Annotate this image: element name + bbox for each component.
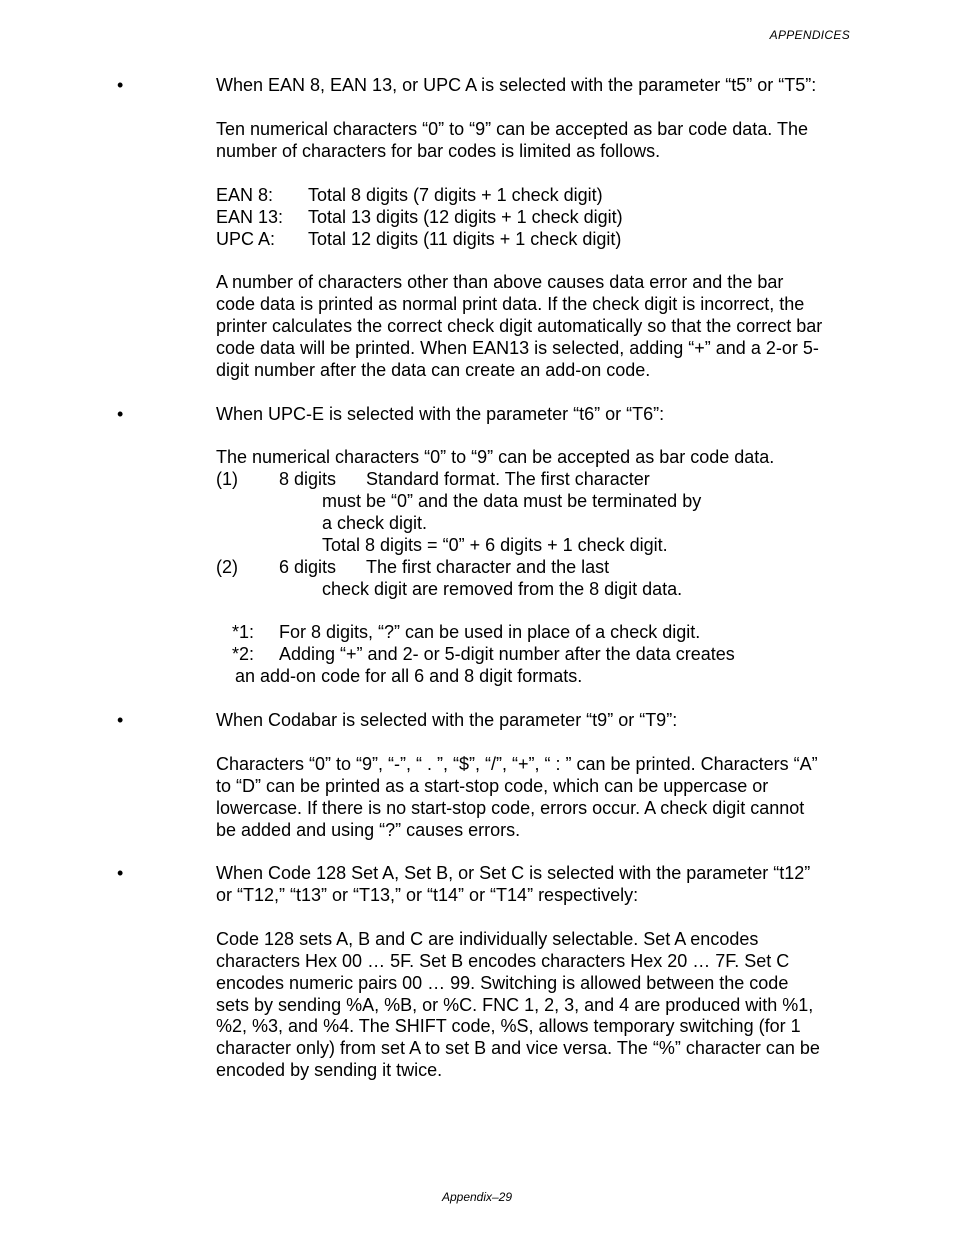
s2-heading: When UPC-E is selected with the parameter “t6” or “T6”: <box>216 404 665 424</box>
s4-p-line: Code 128 sets A, B and C are individually selectable. Set A encodes <box>216 929 759 949</box>
s2-item1-line: must be “0” and the data must be terminated by <box>322 491 702 511</box>
s4-heading-line: When Code 128 Set A, Set B, or Set C is selected with the parameter “t12” <box>216 863 811 883</box>
s3-heading: When Codabar is selected with the parameter “t9” or “T9”: <box>216 710 678 730</box>
page-header: APPENDICES <box>769 28 850 42</box>
s3-p-line: be added and using “?” causes errors. <box>216 820 521 840</box>
s2-item2-line: The first character and the last <box>366 557 610 577</box>
s2-item1-line: a check digit. <box>322 513 428 533</box>
s2-note-text: Adding “+” and 2- or 5-digit number after the data creates <box>279 644 735 664</box>
s2-item1-digits: 8 digits <box>279 469 337 489</box>
s4-p-line: characters Hex 00 … 5F. Set B encodes characters Hex 20 … 7F. Set C <box>216 951 790 971</box>
s2-item1-line: Total 8 digits = “0” + 6 digits + 1 check digit. <box>322 535 668 555</box>
s4-heading-line: or “T12,” “t13” or “T13,” or “t14” or “T14” respectively: <box>216 885 639 905</box>
s1-table-label: EAN 13: <box>216 207 284 227</box>
s2-note-mark: *2: <box>232 644 255 664</box>
s3-p-line: lowercase. If there is no start-stop code, errors occur. A check digit cannot <box>216 798 805 818</box>
bullet-2: • <box>117 404 124 424</box>
s4-p-line: encoded by sending it twice. <box>216 1060 443 1080</box>
s1-p2-line: code data is printed as normal print data. If the check digit is incorrect, the <box>216 294 805 314</box>
s2-note-text: For 8 digits, “?” can be used in place of a check digit. <box>279 622 701 642</box>
s2-item1-num: (1) <box>216 469 238 489</box>
s2-note-cont: an add-on code for all 6 and 8 digit formats. <box>235 666 583 686</box>
s1-table-label: EAN 8: <box>216 185 274 205</box>
bullet-3: • <box>117 710 124 730</box>
s4-p-line: %2, %3, and %4. The SHIFT code, %S, allows temporary switching (for 1 <box>216 1016 801 1036</box>
s3-p-line: Characters “0” to “9”, “-”, “ . ”, “$”, “/”, “+”, “ : ” can be printed. Characters “A” <box>216 754 818 774</box>
s2-intro: The numerical characters “0” to “9” can be accepted as bar code data. <box>216 447 775 467</box>
s4-p-line: encodes numeric pairs 00 … 99. Switching is allowed between the code <box>216 973 789 993</box>
s2-item2-digits: 6 digits <box>279 557 337 577</box>
s4-p-line: sets by sending %A, %B, or %C. FNC 1, 2, 3, and 4 are produced with %1, <box>216 995 814 1015</box>
s4-p-line: character only) from set A to set B and vice versa. The “%” character can be <box>216 1038 820 1058</box>
s1-table-value: Total 12 digits (11 digits + 1 check digit) <box>308 229 622 249</box>
bullet-4: • <box>117 863 124 883</box>
s1-p2-line: printer calculates the correct check digit automatically so that the correct bar <box>216 316 823 336</box>
s1-table-value: Total 8 digits (7 digits + 1 check digit) <box>308 185 603 205</box>
s2-item1-line: Standard format. The first character <box>366 469 650 489</box>
s1-p2-line: digit number after the data can create an add-on code. <box>216 360 651 380</box>
s1-table-value: Total 13 digits (12 digits + 1 check digit) <box>308 207 623 227</box>
s1-p1-line: number of characters for bar codes is limited as follows. <box>216 141 661 161</box>
s3-p-line: to “D” can be printed as a start-stop code, which can be uppercase or <box>216 776 769 796</box>
s2-item2-line: check digit are removed from the 8 digit data. <box>322 579 683 599</box>
s1-p2-line: A number of characters other than above causes data error and the bar <box>216 272 784 292</box>
s2-item2-num: (2) <box>216 557 238 577</box>
s1-heading: When EAN 8, EAN 13, or UPC A is selected with the parameter “t5” or “T5”: <box>216 75 817 95</box>
s1-p2-line: code data will be printed. When EAN13 is selected, adding “+” and a 2-or 5- <box>216 338 819 358</box>
bullet-1: • <box>117 75 124 95</box>
s1-p1-line: Ten numerical characters “0” to “9” can be accepted as bar code data. The <box>216 119 808 139</box>
s1-table-label: UPC A: <box>216 229 276 249</box>
s2-note-mark: *1: <box>232 622 255 642</box>
page-footer: Appendix–29 <box>441 1190 513 1204</box>
